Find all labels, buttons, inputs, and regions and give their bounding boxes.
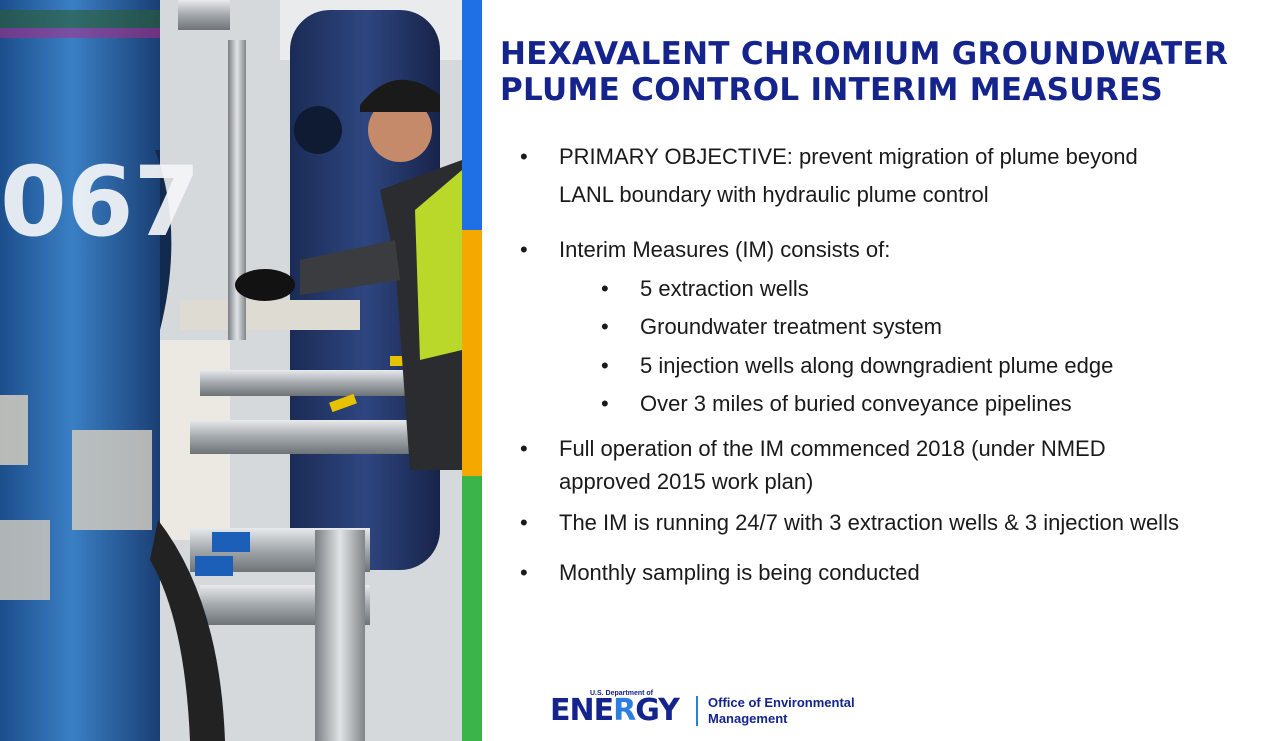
bullet-dot: • — [601, 276, 609, 301]
bullet-dot: • — [601, 353, 609, 378]
bullet-text: Over 3 miles of buried conveyance pipelines — [640, 391, 1072, 416]
bullet-dot: • — [520, 144, 528, 169]
logo-energy-part: GY — [635, 693, 679, 728]
bullet-text: Full operation of the IM commenced 2018 (under NMED — [559, 436, 1106, 461]
stripe-blue — [462, 0, 482, 230]
bullet-text: 5 extraction wells — [640, 276, 809, 301]
bullet-text: approved 2015 work plan) — [559, 469, 814, 494]
logo-office-name — [708, 695, 908, 727]
bullet-text: Monthly sampling is being conducted — [559, 560, 920, 585]
logo-office-line: Office of Environmental — [708, 695, 855, 710]
stripe-green — [462, 476, 482, 741]
bullet-dot: • — [601, 314, 609, 339]
logo-office-line: Management — [708, 711, 788, 726]
logo-energy-wordmark — [550, 694, 679, 728]
bullet-text: LANL boundary with hydraulic plume control — [559, 182, 989, 207]
treatment-system-photo — [0, 0, 462, 741]
photo-illustration — [0, 0, 462, 741]
bullet-text: Interim Measures (IM) consists of: — [559, 237, 891, 262]
bullet-dot: • — [520, 237, 528, 262]
stripe-amber — [462, 230, 482, 476]
bullet-text: 5 injection wells along downgradient plume edge — [640, 353, 1114, 378]
logo-doe-caption: U.S. Department of — [590, 690, 654, 697]
logo-energy-part: E — [593, 693, 614, 728]
bullet-dot: • — [520, 436, 528, 461]
logo-energy-part: R — [613, 693, 636, 728]
slide-title-line-2: PLUME CONTROL INTERIM MEASURES — [500, 72, 1164, 108]
bullet-text: Groundwater treatment system — [640, 314, 943, 339]
logo-divider — [696, 696, 698, 726]
slide-title-line-1: HEXAVALENT CHROMIUM GROUNDWATER — [500, 36, 1229, 72]
drum-number: 067 — [0, 146, 201, 258]
bullet-dot: • — [601, 391, 609, 416]
bullet-text: The IM is running 24/7 with 3 extraction wells & 3 injection wells — [559, 510, 1179, 535]
logo-energy-part: EN — [550, 693, 594, 728]
bullet-text: PRIMARY OBJECTIVE: prevent migration of plume beyond — [559, 144, 1138, 169]
bullet-dot: • — [520, 510, 528, 535]
bullet-dot: • — [520, 560, 528, 585]
slide-title — [500, 36, 1260, 108]
